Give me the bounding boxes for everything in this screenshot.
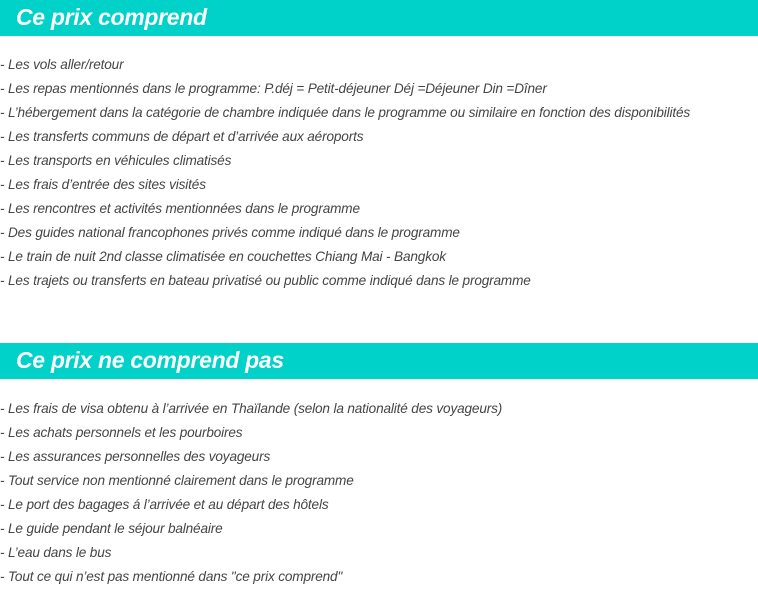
- excluded-list: [0, 397, 502, 589]
- included-list: [0, 53, 690, 293]
- list-item: - Les trajets ou transferts en bateau privatisé ou public comme indiqué dans le programme: [0, 273, 531, 288]
- list-item: - Les assurances personnelles des voyageurs: [0, 449, 271, 464]
- list-item: - Le train de nuit 2nd classe climatisée en couchettes Chiang Mai - Bangkok: [0, 249, 446, 264]
- excluded-title: Ce prix ne comprend pas: [16, 347, 284, 373]
- list-item: - Le guide pendant le séjour balnéaire: [0, 521, 223, 536]
- list-item: - Le port des bagages á l’arrivée et au départ des hôtels: [0, 497, 329, 512]
- list-item: - L’eau dans le bus: [0, 545, 112, 560]
- list-item: - Les transferts communs de départ et d’arrivée aux aéroports: [0, 129, 364, 144]
- list-item: - L’hébergement dans la catégorie de chambre indiquée dans le programme ou similaire en fonction des disponibilités: [0, 105, 691, 120]
- list-item: - Les frais d’entrée des sites visités: [0, 177, 206, 192]
- included-title: Ce prix comprend: [16, 4, 207, 30]
- list-item: - Les vols aller/retour: [0, 57, 124, 72]
- list-item: - Les rencontres et activités mentionnées dans le programme: [0, 201, 360, 216]
- list-item: - Tout ce qui n’est pas mentionné dans "ce prix comprend": [0, 569, 343, 584]
- list-item: - Des guides national francophones privés comme indiqué dans le programme: [0, 225, 460, 240]
- list-item: - Les repas mentionnés dans le programme: P.déj = Petit-déjeuner Déj =Déjeuner Din =Dîner: [0, 81, 547, 96]
- list-item: - Tout service non mentionné clairement dans le programme: [0, 473, 354, 488]
- list-item: - Les transports en véhicules climatisés: [0, 153, 232, 168]
- excluded-header: [0, 343, 758, 379]
- list-item: - Les achats personnels et les pourboires: [0, 425, 243, 440]
- included-header: [0, 0, 758, 36]
- list-item: - Les frais de visa obtenu à l’arrivée en Thaïlande (selon la nationalité des voyageurs): [0, 401, 503, 416]
